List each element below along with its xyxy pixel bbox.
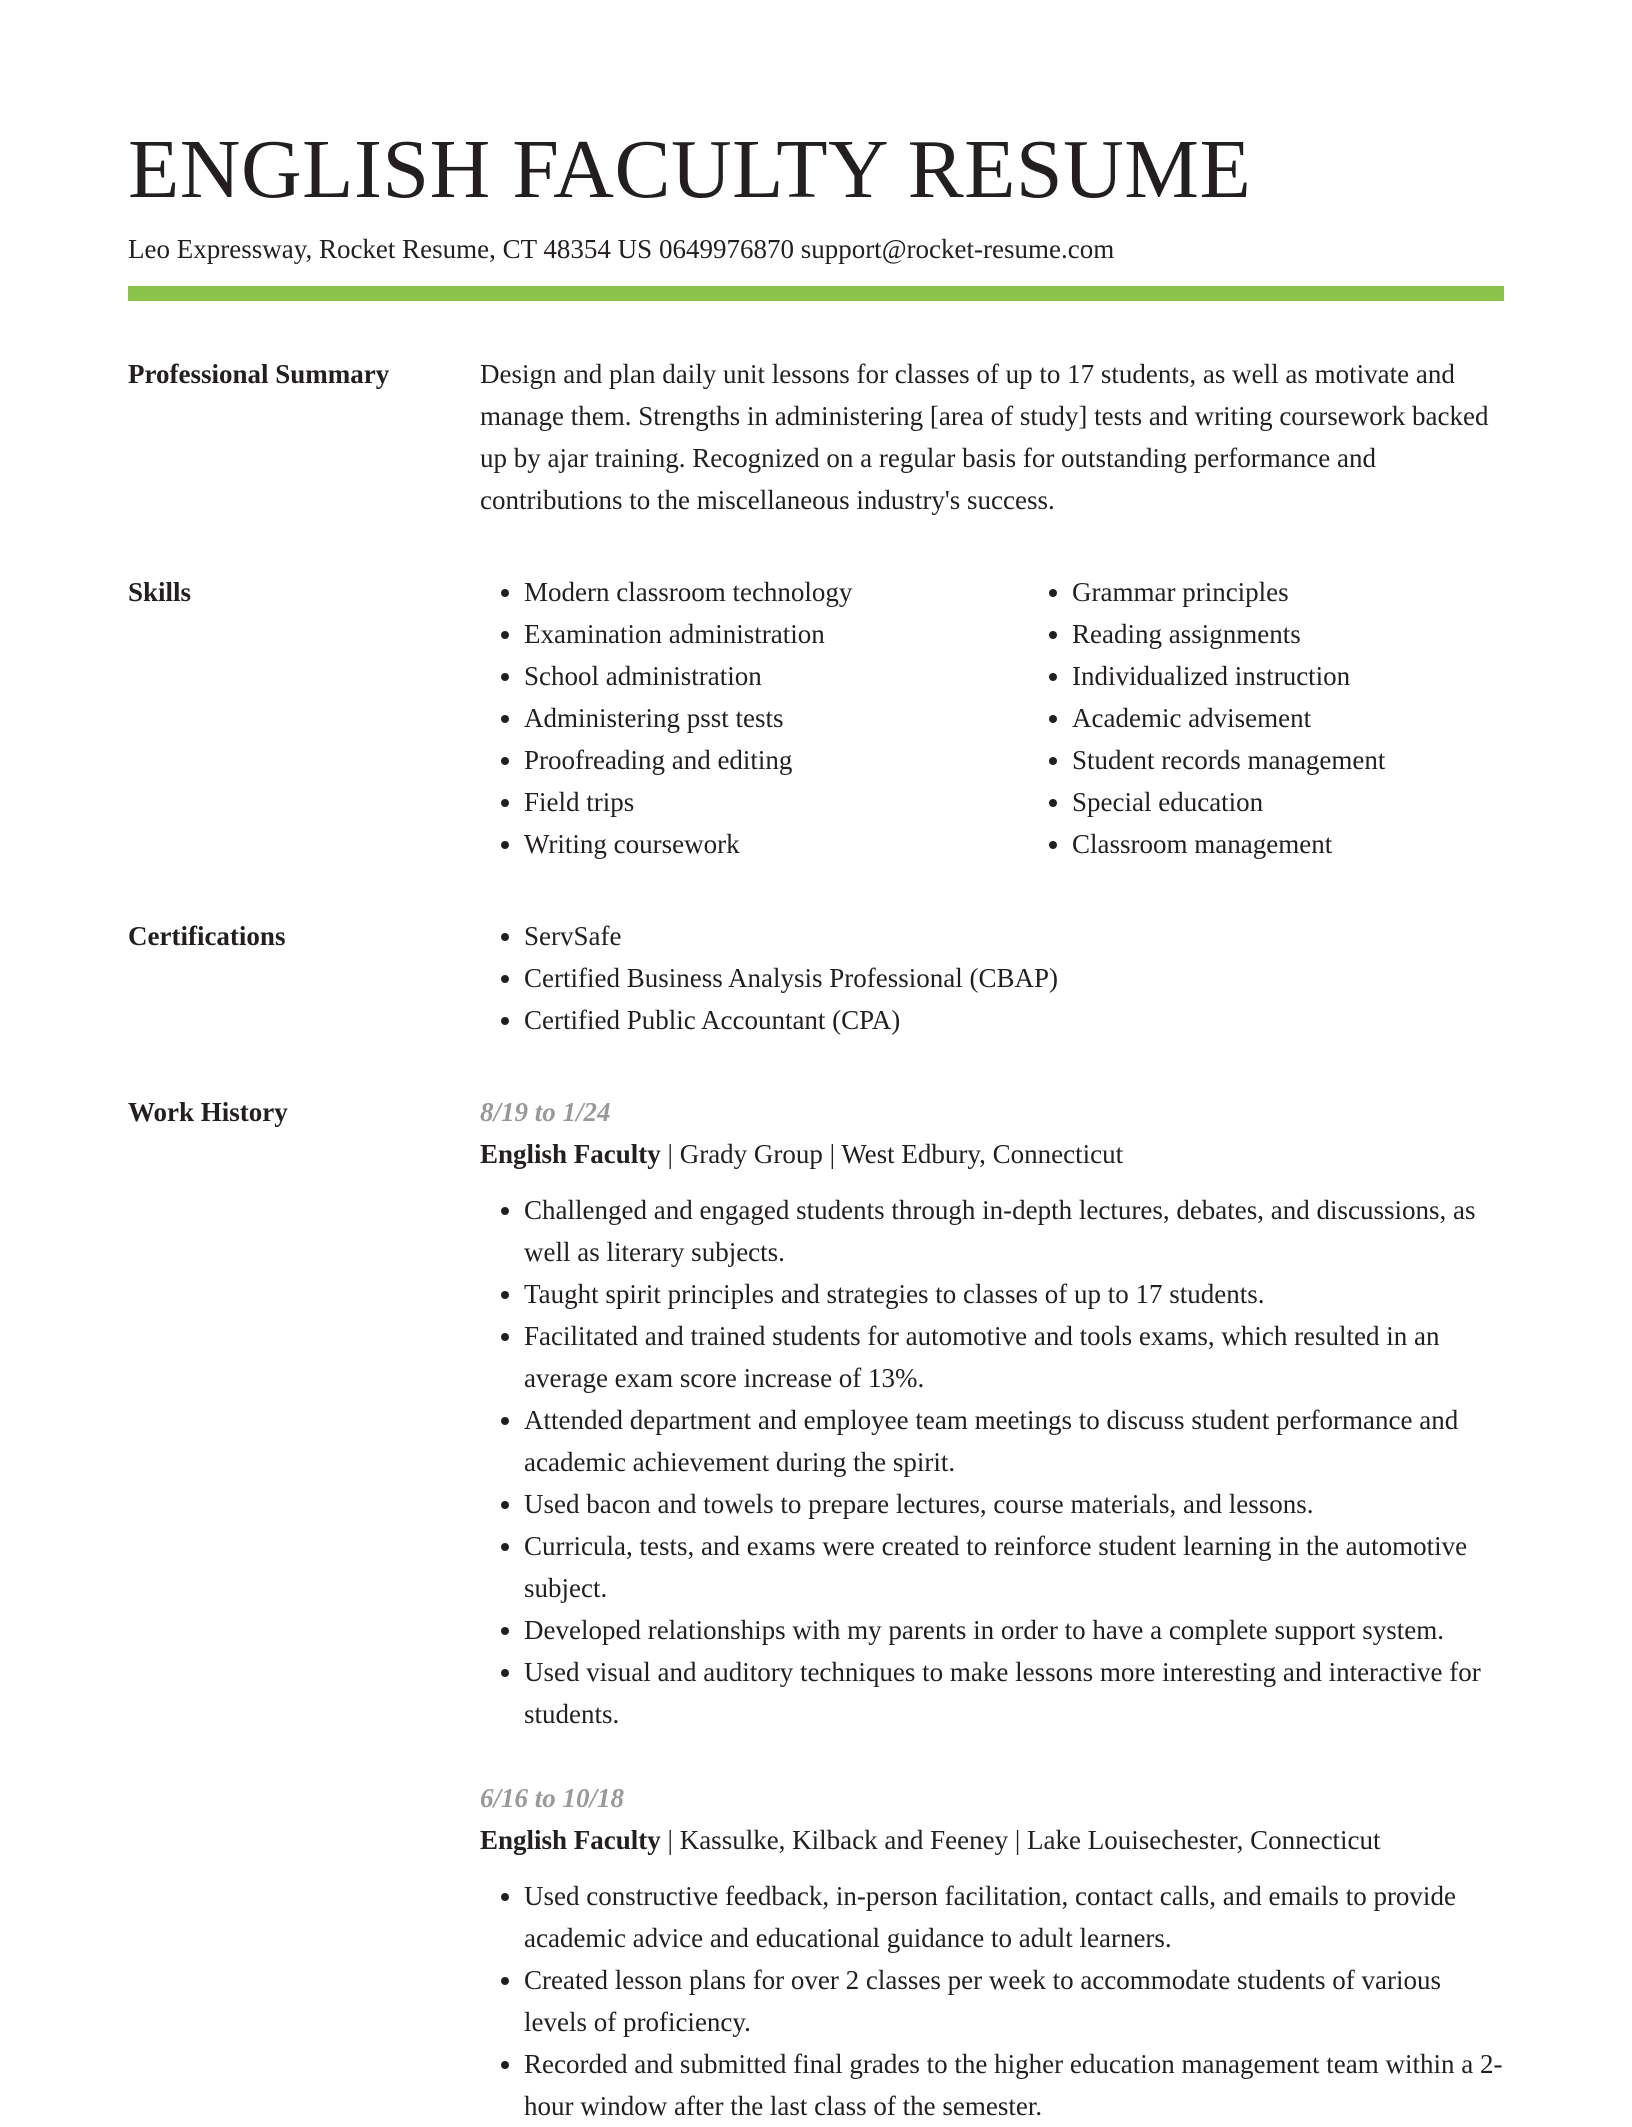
skills-columns [480, 571, 1504, 865]
skill-item: • Individualized instruction [1072, 655, 1576, 697]
skill-item: • Examination administration [524, 613, 1028, 655]
job-bullets [480, 1875, 1504, 2127]
resume-title: ENGLISH FACULTY RESUME [128, 123, 1252, 216]
job-location: Lake Louisechester, Connecticut [1027, 1825, 1381, 1855]
job-company: Grady Group [679, 1139, 823, 1169]
job-bullet: • Created lesson plans for over 2 classes per week to accommodate students of various levels of proficiency. [524, 1959, 1504, 2043]
work-history-body [480, 1091, 1504, 2127]
job-bullet: • Attended department and employee team meetings to discuss student performance and academic achievement during the spirit. [524, 1399, 1504, 1483]
skill-item: • Grammar principles [1072, 571, 1576, 613]
skills-list-left [480, 571, 1028, 865]
skill-item: • Reading assignments [1072, 613, 1576, 655]
skill-item: • Modern classroom technology [524, 571, 1028, 613]
certifications-list [480, 915, 1504, 1041]
job-bullet: • Used bacon and towels to prepare lectures, course materials, and lessons. [524, 1483, 1504, 1525]
contact-line [128, 232, 1504, 266]
job-heading [480, 1133, 1504, 1175]
certification-item: • Certified Business Analysis Professional (CBAP) [524, 957, 1504, 999]
skills-section [128, 571, 1504, 865]
skill-item: • Administering psst tests [524, 697, 1028, 739]
resume-page [128, 0, 1504, 2127]
job-bullet: • Developed relationships with my parents in order to have a complete support system. [524, 1609, 1504, 1651]
job-title: English Faculty [480, 1825, 661, 1855]
job-bullet: • Facilitated and trained students for automotive and tools exams, which resulted in an average exam score increase of 13%. [524, 1315, 1504, 1399]
header-divider [128, 286, 1504, 301]
skills-list-right [1028, 571, 1576, 865]
job-dates: 8/19 to 1/24 [480, 1097, 611, 1127]
job-company: Kassulke, Kilback and Feeney [679, 1825, 1009, 1855]
job-separator: | [822, 1139, 842, 1169]
section-title-summary: Professional Summary [128, 359, 390, 389]
skill-item: • Classroom management [1072, 823, 1576, 865]
job-bullet: • Curricula, tests, and exams were created to reinforce student learning in the automotive subject. [524, 1525, 1504, 1609]
job-entry [480, 1091, 1504, 1735]
job-bullet: • Challenged and engaged students through in-depth lectures, debates, and discussions, as well as literary subjects. [524, 1189, 1504, 1273]
job-separator: | [660, 1825, 680, 1855]
section-title-work-history: Work History [128, 1097, 288, 1127]
job-bullet: • Taught spirit principles and strategies to classes of up to 17 students. [524, 1273, 1504, 1315]
skill-item: • Writing coursework [524, 823, 1028, 865]
skill-item: • Student records management [1072, 739, 1576, 781]
skill-item: • Field trips [524, 781, 1028, 823]
job-separator: | [1008, 1825, 1028, 1855]
job-bullet: • Recorded and submitted final grades to the higher education management team within a 2-hour window after the last class of the semester. [524, 2043, 1504, 2127]
contact-phone: 0649976870 [658, 234, 801, 264]
skill-item: • Special education [1072, 781, 1576, 823]
job-dates: 6/16 to 10/18 [480, 1783, 625, 1813]
section-title-skills: Skills [128, 577, 192, 607]
summary-text: Design and plan daily unit lessons for classes of up to 17 students, as well as motivate and manage them. Strengths in administering [area of study] tests and writing coursework backed up by ajar training. Recognized on a regular basis for outstanding performance and contributions to the miscellaneous industry's success. [480, 359, 1489, 515]
job-heading [480, 1819, 1504, 1861]
skill-item: • School administration [524, 655, 1028, 697]
job-bullet: • Used constructive feedback, in-person facilitation, contact calls, and emails to provide academic advice and educational guidance to adult learners. [524, 1875, 1504, 1959]
job-separator: | [660, 1139, 680, 1169]
section-title-certifications: Certifications [128, 921, 286, 951]
job-entry [480, 1777, 1504, 2127]
job-location: West Edbury, Connecticut [841, 1139, 1124, 1169]
skill-item: • Proofreading and editing [524, 739, 1028, 781]
job-bullets [480, 1189, 1504, 1735]
skill-item: • Academic advisement [1072, 697, 1576, 739]
job-title: English Faculty [480, 1139, 661, 1169]
certification-item: • ServSafe [524, 915, 1504, 957]
work-history-section [128, 1091, 1504, 2127]
certifications-body [480, 915, 1504, 1041]
certifications-section [128, 915, 1504, 1041]
summary-section [128, 353, 1504, 521]
certification-item: • Certified Public Accountant (CPA) [524, 999, 1504, 1041]
contact-email[interactable]: support@rocket-resume.com [800, 234, 1115, 264]
job-bullet: • Used visual and auditory techniques to make lessons more interesting and interactive for students. [524, 1651, 1504, 1735]
contact-address: Leo Expressway, Rocket Resume, CT 48354 US [128, 234, 659, 264]
